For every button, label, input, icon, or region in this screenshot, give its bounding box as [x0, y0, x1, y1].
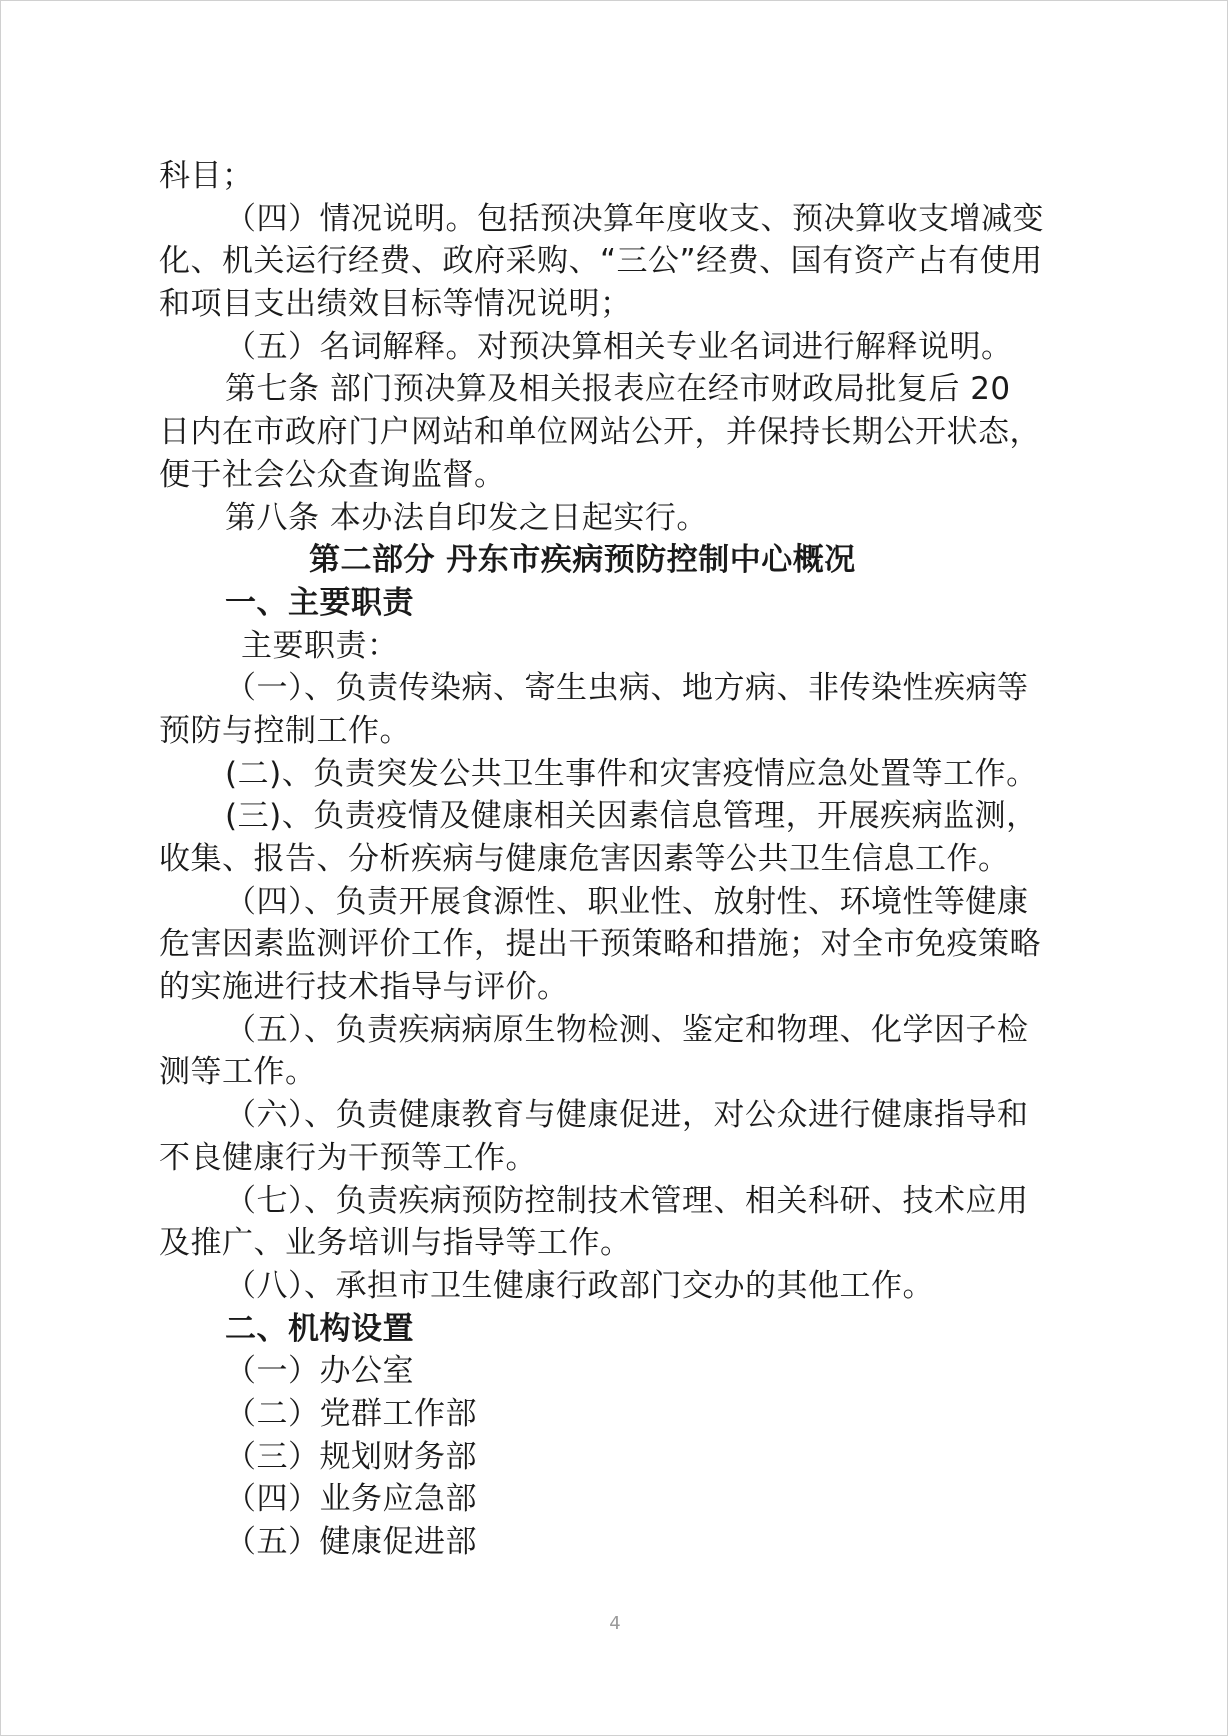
text-line-4: 和项目支出绩效目标等情况说明；	[159, 286, 632, 323]
text-line-16: (三)、负责疫情及健康相关因素信息管理，开展疾病监测，	[225, 798, 1038, 835]
text-line-7: 日内在市政府门户网站和单位网站公开，并保持长期公开状态，	[159, 414, 1041, 451]
text-line-17: 收集、报告、分析疾病与健康危害因素等公共卫生信息工作。	[159, 841, 1010, 877]
text-line-19: 危害因素监测评价工作，提出干预策略和措施；对全市免疫策略	[159, 926, 1041, 963]
text-line-23: （六）、负责健康教育与健康促进，对公众进行健康指导和	[225, 1097, 1029, 1134]
text-line-5: （五）名词解释。对预决算相关专业名词进行解释说明。	[225, 328, 1013, 365]
text-line-12: 主要职责：	[241, 627, 399, 664]
text-line-1: 科目；	[159, 158, 254, 194]
org-item-party-work: （二）党群工作部	[225, 1395, 477, 1432]
text-line-8: 便于社会公众查询监督。	[159, 456, 506, 493]
text-line-14: 预防与控制工作。	[159, 712, 411, 749]
text-line-20: 的实施进行技术指导与评价。	[159, 969, 569, 1006]
text-line-26: 及推广、业务培训与指导等工作。	[159, 1225, 632, 1262]
org-item-office: （一）办公室	[225, 1353, 414, 1390]
text-line-13: （一）、负责传染病、寄生虫病、地方病、非传染性疾病等	[225, 670, 1029, 707]
text-line-9: 第八条 本办法自印发之日起实行。	[225, 499, 708, 536]
section-heading-part-two: 第二部分 丹东市疾病预防控制中心概况	[309, 542, 856, 579]
text-line-2: （四）情况说明。包括预决算年度收支、预决算收支增减变	[225, 200, 1044, 237]
text-line-3: 化、机关运行经费、政府采购、“三公”经费、国有资产占有使用	[159, 243, 1043, 280]
text-line-18: （四）、负责开展食源性、职业性、放射性、环境性等健康	[225, 883, 1029, 920]
text-line-22: 测等工作。	[159, 1054, 317, 1091]
org-item-business-emergency: （四）业务应急部	[225, 1481, 477, 1518]
org-item-planning-finance: （三）规划财务部	[225, 1438, 477, 1475]
page-number: 4	[609, 1613, 621, 1634]
org-item-health-promotion: （五）健康促进部	[225, 1524, 477, 1560]
text-line-25: （七）、负责疾病预防控制技术管理、相关科研、技术应用	[225, 1182, 1029, 1219]
page-content	[159, 155, 1079, 1564]
text-line-27: （八）、承担市卫生健康行政部门交办的其他工作。	[225, 1267, 934, 1304]
section-heading-org-structure: 二、机构设置	[225, 1310, 414, 1347]
text-line-21: （五）、负责疾病病原生物检测、鉴定和物理、化学因子检	[225, 1011, 1029, 1048]
text-line-6: 第七条 部门预决算及相关报表应在经市财政局批复后 20	[225, 371, 1011, 408]
text-line-15: (二)、负责突发公共卫生事件和灾害疫情应急处置等工作。	[225, 755, 1038, 792]
section-heading-main-duties: 一、主要职责	[225, 584, 414, 621]
text-line-24: 不良健康行为干预等工作。	[159, 1139, 537, 1176]
